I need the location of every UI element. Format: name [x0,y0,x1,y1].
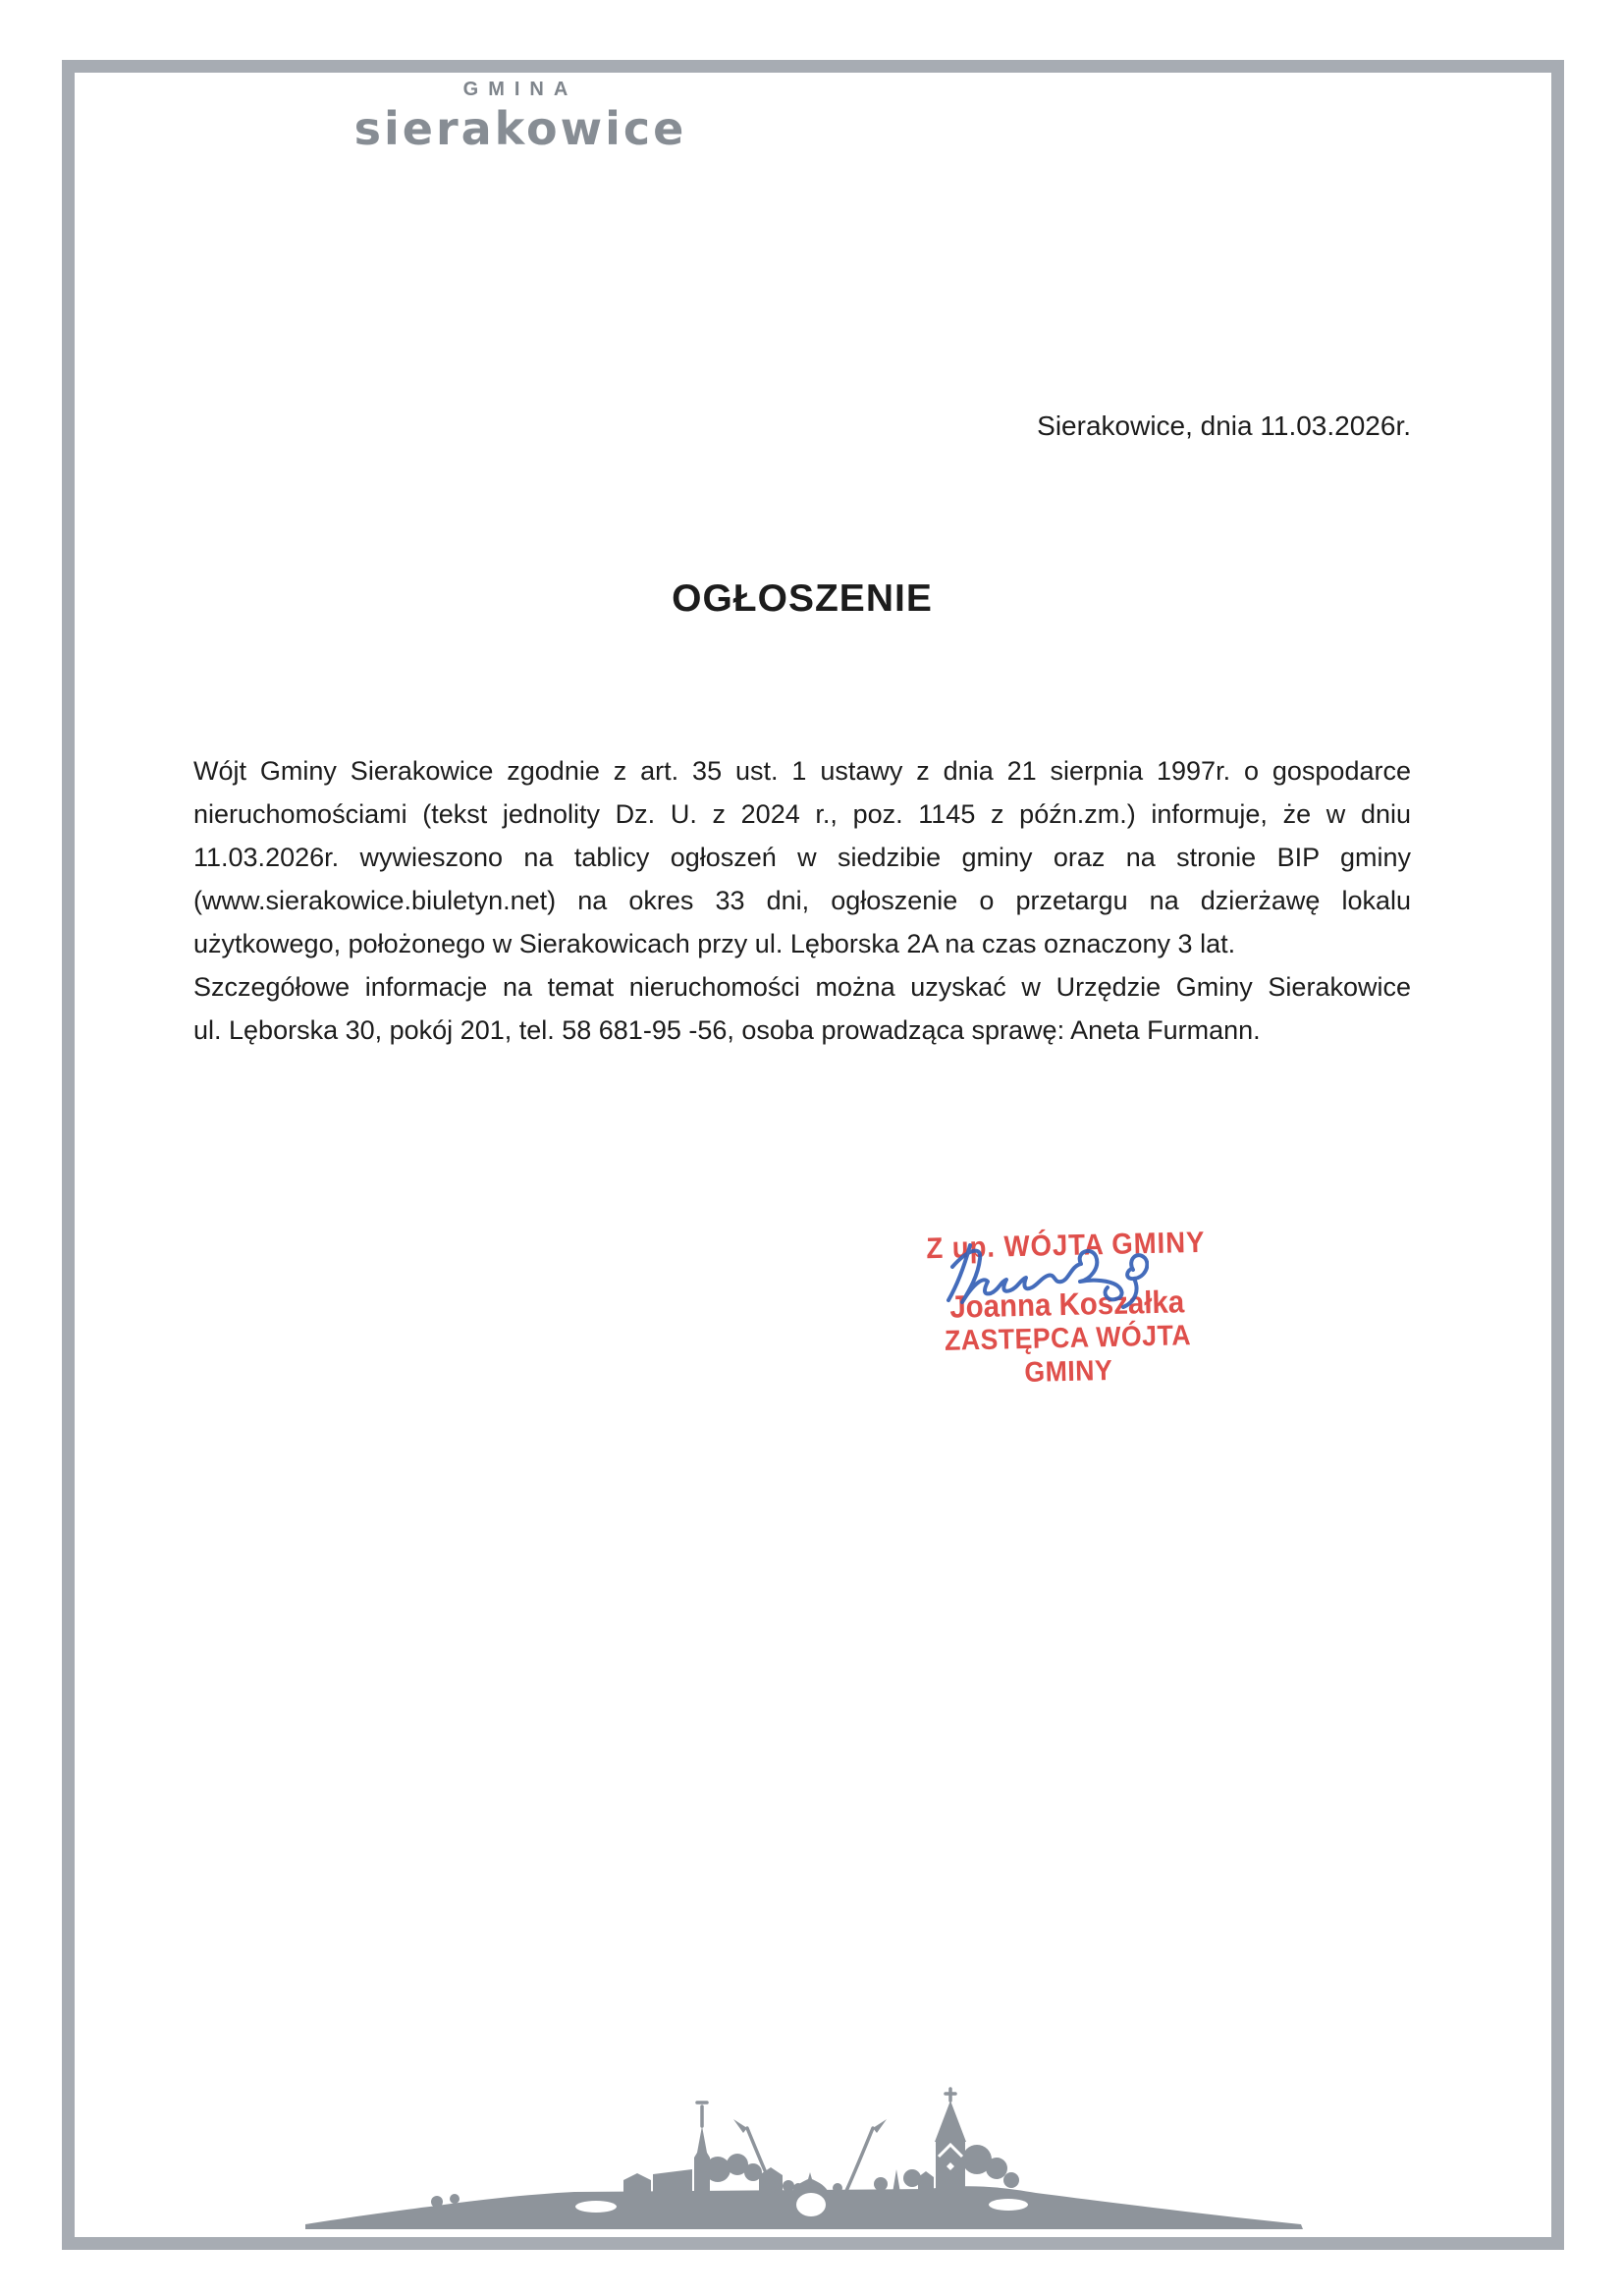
body-line: ul. Lęborska 30, pokój 201, tel. 58 681-95 -56, osoba prowadząca sprawę: Aneta Furmann. [193,1015,1261,1045]
dateline: Sierakowice, dnia 11.03.2026r. [1037,410,1411,441]
document-title: OGŁOSZENIE [672,577,933,620]
town-skyline-icon [290,2087,1365,2234]
page-border-frame [62,60,1564,2250]
body-line: użytkowego, położonego w Sierakowicach przy ul. Lęborska 2A na czas oznaczony 3 lat. [193,929,1236,958]
municipality-logo [324,79,717,154]
stamp-signer-title: ZASTĘPCA WÓJTA GMINY [944,1320,1192,1389]
body-line: Wójt Gminy Sierakowice zgodnie z art. 35 ust. 1 ustawy z dnia 21 sierpnia 1997r. o gospodarce [193,756,1411,786]
signature-icon [941,1237,1149,1316]
stamp-authority-line: Z up. WÓJTA GMINY [926,1226,1206,1266]
announcement-body [193,749,1411,1052]
body-line: (www.sierakowice.biuletyn.net) na okres 33 dni, ogłoszenie o przetargu na dzierżawę lokalu [193,886,1411,915]
body-line: 11.03.2026r. wywieszono na tablicy ogłoszeń w siedzibie gminy oraz na stronie BIP gminy [193,843,1411,872]
logo-supertitle: GMINA [462,79,578,100]
body-line: nieruchomościami (tekst jednolity Dz. U. z 2024 r., poz. 1145 z późn.zm.) informuje, że w dniu [193,799,1411,829]
stamp-signer-name: Joanna Koszałka [948,1284,1185,1325]
body-line: Szczegółowe informacje na temat nieruchomości można uzyskać w Urzędzie Gminy Sierakowice [193,972,1411,1002]
logo-title: sierakowice [353,102,687,155]
